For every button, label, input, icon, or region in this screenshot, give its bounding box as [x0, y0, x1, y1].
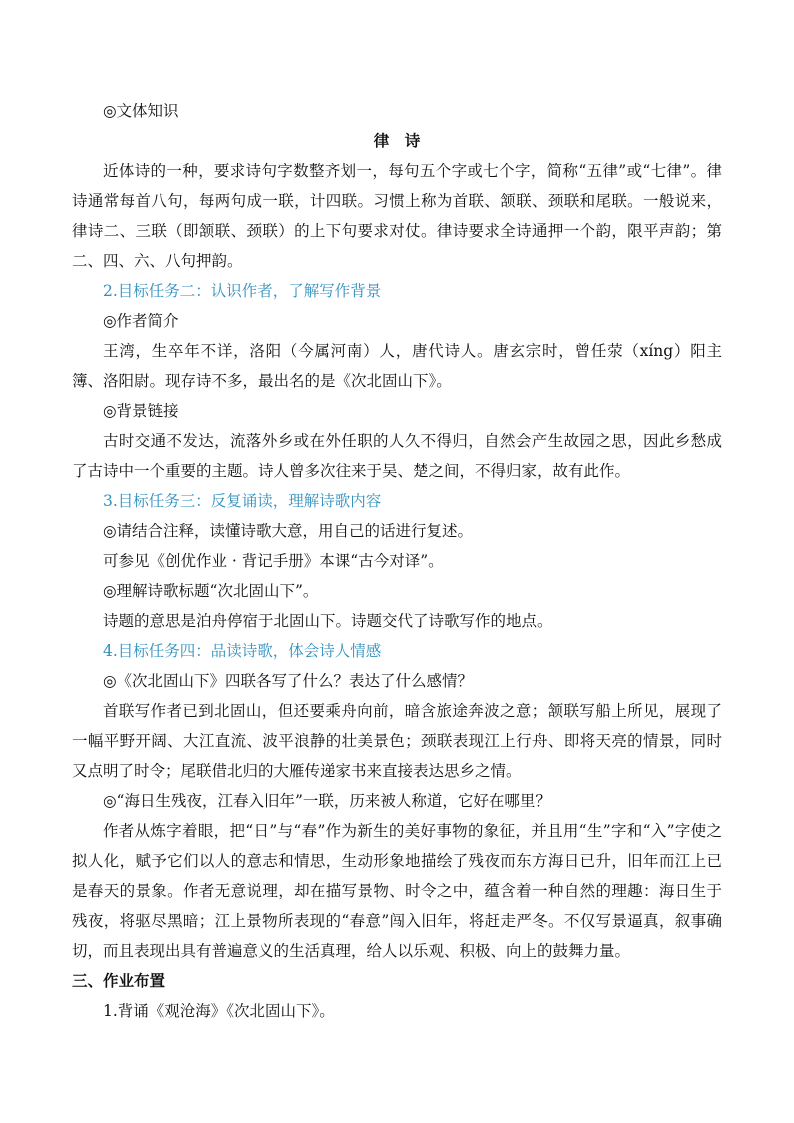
task3-question-2: ◎理解诗歌标题“次北固山下”。 [103, 582, 319, 600]
task4-answer-1: 首联写作者已到北固山，但还要乘舟向前，暗含旅途奔波之意；颔联写船上所见，展现了一幅平野开阔、大江直流、波平浪静的壮美景色；颈联表现江上行舟、即将天亮的情景，同时又点明了时令；尾联借北归的大雁传递家书来直接表达思乡之情。 [72, 702, 722, 780]
genre-paragraph: 近体诗的一种，要求诗句字数整齐划一，每句五个字或七个字，简称“五律”或“七律”。律诗通常每首八句，每两句成一联，计四联。习惯上称为首联、颔联、颈联和尾联。一般说来，律诗二、三联（即颔联、颈联）的上下句要求对仗。律诗要求全诗通押一个韵，限平声韵；第二、四、六、八句押韵。 [72, 162, 722, 270]
task3-heading: 3.目标任务三：反复诵读，理解诗歌内容 [103, 492, 382, 510]
genre-title: 律 诗 [373, 131, 421, 150]
background-label: ◎背景链接 [103, 402, 179, 420]
author-paragraph: 王湾，生卒年不详，洛阳（今属河南）人，唐代诗人。唐玄宗时，曾任荥（xíng）阳主簿、洛阳尉。现存诗不多，最出名的是《次北固山下》。 [72, 342, 722, 390]
homework-item-1: 1.背诵《观沧海》《次北固山下》。 [103, 1002, 335, 1020]
task4-heading: 4.目标任务四：品读诗歌，体会诗人情感 [103, 642, 382, 660]
task4-answer-2: 作者从炼字着眼，把“日”与“春”作为新生的美好事物的象征，并且用“生”字和“入”字使之拟人化，赋予它们以人的意志和情思，生动形象地描绘了残夜而东方海日已升，旧年而江上已是春天的景象。作者无意说理，却在描写景物、时令之中，蕴含着一种自然的理趣：海日生于残夜，将驱尽黑暗；江上景物所表现的“春意”闯入旧年，将赶走严冬。不仅写景逼真，叙事确切，而且表现出具有普遍意义的生活真理，给人以乐观、积极、向上的鼓舞力量。 [72, 822, 722, 960]
homework-heading: 三、作业布置 [72, 971, 166, 990]
task4-question-2: ◎“海日生残夜，江春入旧年”一联，历来被人称道，它好在哪里？ [103, 792, 551, 810]
task3-answer-2: 诗题的意思是泊舟停宿于北固山下。诗题交代了诗歌写作的地点。 [103, 612, 553, 630]
task3-answer-1: 可参见《创优作业 · 背记手册》本课“古今对译”。 [103, 552, 444, 570]
task2-heading: 2.目标任务二：认识作者，了解写作背景 [103, 282, 382, 300]
task3-question-1: ◎请结合注释，读懂诗歌大意，用自己的话进行复述。 [103, 522, 474, 540]
genre-knowledge-label: ◎文体知识 [103, 102, 179, 120]
document-content [72, 96, 722, 1026]
author-label: ◎作者简介 [103, 312, 179, 330]
background-paragraph: 古时交通不发达，流落外乡或在外任职的人久不得归，自然会产生故园之思，因此乡愁成了古诗中一个重要的主题。诗人曾多次往来于吴、楚之间，不得归家，故有此作。 [72, 432, 722, 480]
task4-question-1: ◎《次北固山下》四联各写了什么？表达了什么感情？ [103, 672, 474, 690]
